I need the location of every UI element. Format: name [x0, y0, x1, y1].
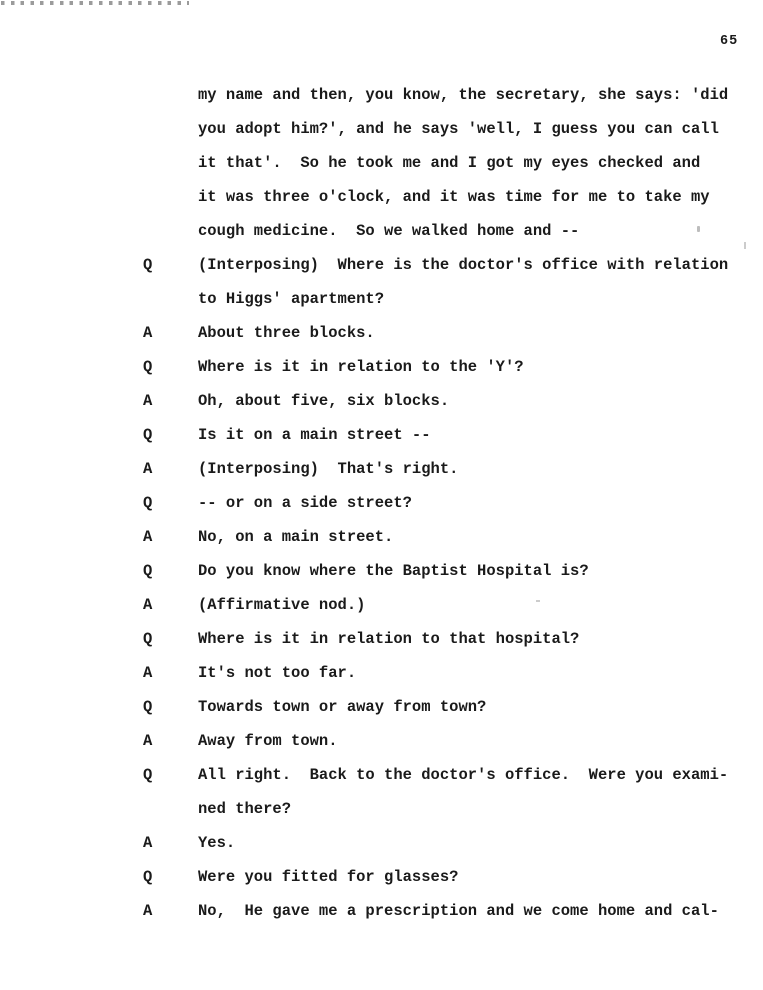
speaker-label: A [143, 392, 153, 410]
speaker-label: Q [143, 562, 153, 580]
speaker-label: A [143, 528, 153, 546]
transcript-line [143, 554, 748, 588]
transcript-line [143, 180, 748, 214]
transcript-line [143, 112, 748, 146]
line-text: Do you know where the Baptist Hospital is? [198, 562, 589, 580]
speaker-label: Q [143, 256, 153, 274]
line-text: Oh, about five, six blocks. [198, 392, 450, 410]
transcript-line [143, 418, 748, 452]
speaker-label: A [143, 902, 153, 920]
transcript-line [143, 622, 748, 656]
line-text: All right. Back to the doctor's office. Were you exami- [198, 766, 729, 784]
transcript-line [143, 520, 748, 554]
transcript-line [143, 146, 748, 180]
perforation-dots [1, 1, 189, 5]
speaker-label: Q [143, 630, 153, 648]
line-text: (Interposing) Where is the doctor's office with relation [198, 256, 729, 274]
line-text: Yes. [198, 834, 236, 852]
transcript-line [143, 214, 748, 248]
transcript-line [143, 894, 748, 928]
speaker-label: Q [143, 698, 153, 716]
speaker-label: A [143, 732, 153, 750]
transcript-line [143, 724, 748, 758]
line-text: No, He gave me a prescription and we come home and cal- [198, 902, 719, 920]
line-text: to Higgs' apartment? [198, 290, 385, 308]
transcript-line [143, 690, 748, 724]
line-text: (Interposing) That's right. [198, 460, 459, 478]
transcript-line [143, 78, 748, 112]
transcript-line [143, 248, 748, 282]
line-text: ned there? [198, 800, 292, 818]
transcript-line [143, 860, 748, 894]
transcript-line [143, 316, 748, 350]
line-text: Towards town or away from town? [198, 698, 487, 716]
transcript-line [143, 792, 748, 826]
line-text: -- or on a side street? [198, 494, 412, 512]
page-number: 65 [720, 34, 739, 49]
transcript-line [143, 486, 748, 520]
scan-speck [744, 242, 746, 249]
transcript-line [143, 384, 748, 418]
transcript-line [143, 350, 748, 384]
speaker-label: Q [143, 426, 153, 444]
line-text: Where is it in relation to the 'Y'? [198, 358, 524, 376]
line-text: Is it on a main street -- [198, 426, 431, 444]
speaker-label: Q [143, 358, 153, 376]
speaker-label: Q [143, 766, 153, 784]
speaker-label: A [143, 834, 153, 852]
line-text: cough medicine. So we walked home and -- [198, 222, 580, 240]
transcript-line [143, 282, 748, 316]
speaker-label: Q [143, 494, 153, 512]
line-text: Away from town. [198, 732, 338, 750]
line-text: it that'. So he took me and I got my eyes checked and [198, 154, 701, 172]
speaker-label: Q [143, 868, 153, 886]
transcript-line [143, 452, 748, 486]
line-text: my name and then, you know, the secretary, she says: 'did [198, 86, 729, 104]
transcript-line [143, 826, 748, 860]
transcript-line [143, 656, 748, 690]
scan-speck [536, 600, 540, 602]
line-text: About three blocks. [198, 324, 375, 342]
line-text: Where is it in relation to that hospital? [198, 630, 580, 648]
line-text: you adopt him?', and he says 'well, I guess you can call [198, 120, 719, 138]
line-text: (Affirmative nod.) [198, 596, 366, 614]
speaker-label: A [143, 460, 153, 478]
line-text: It's not too far. [198, 664, 357, 682]
line-text: Were you fitted for glasses? [198, 868, 459, 886]
line-text: No, on a main street. [198, 528, 394, 546]
speaker-label: A [143, 596, 153, 614]
transcript-line [143, 758, 748, 792]
line-text: it was three o'clock, and it was time for me to take my [198, 188, 710, 206]
scan-speck [697, 226, 700, 232]
speaker-label: A [143, 664, 153, 682]
speaker-label: A [143, 324, 153, 342]
transcript [143, 78, 748, 928]
transcript-line [143, 588, 748, 622]
